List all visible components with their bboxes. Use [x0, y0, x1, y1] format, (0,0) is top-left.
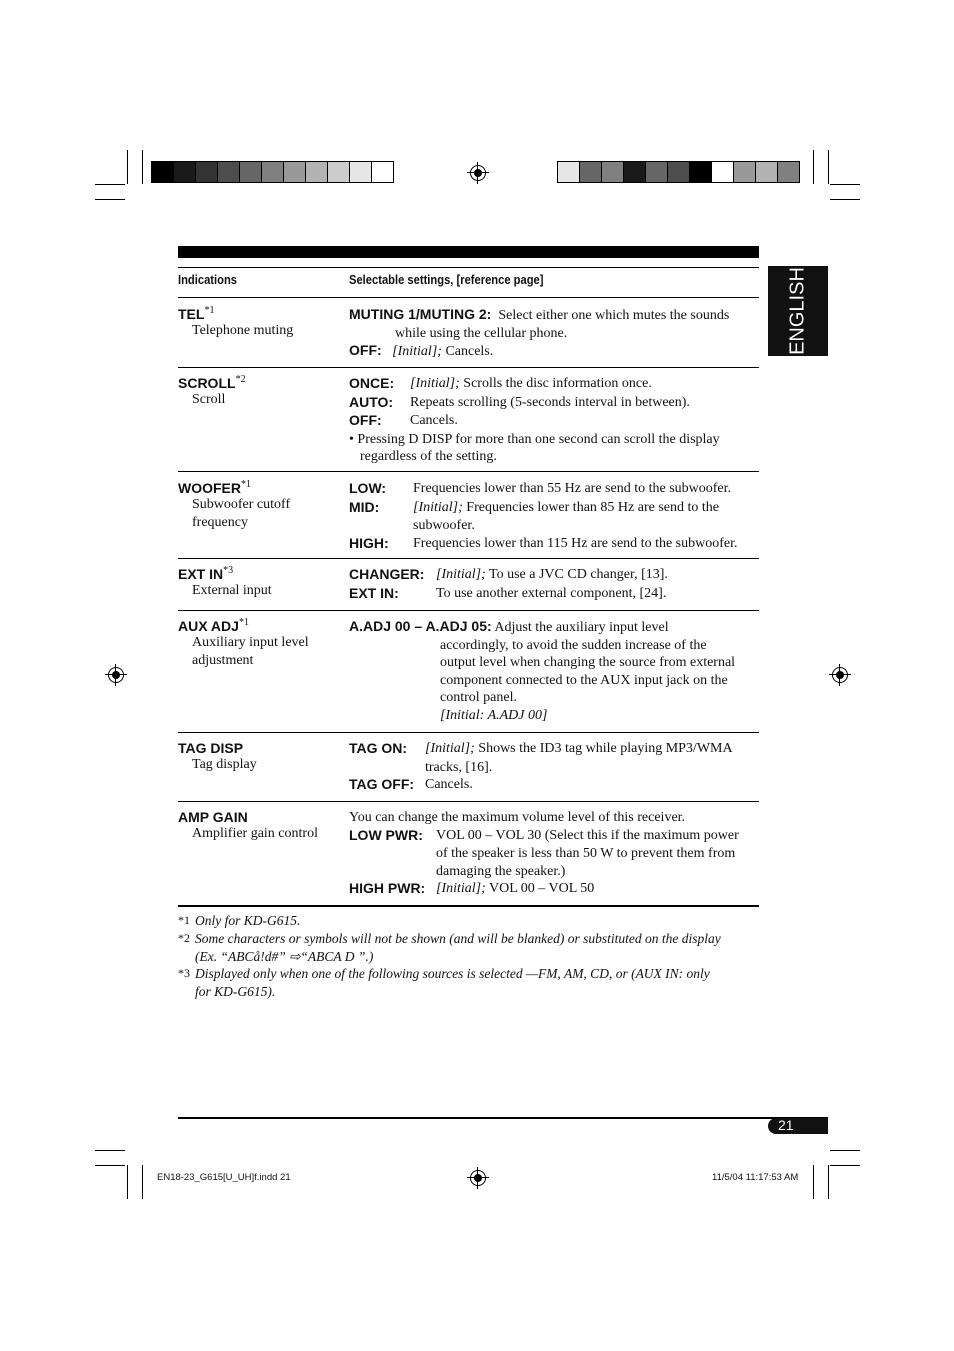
setting-description: adjustment	[192, 653, 254, 668]
option-text: component connected to the AUX input jack on the	[440, 672, 728, 688]
divider	[178, 610, 759, 611]
footer-rule	[178, 1117, 828, 1119]
option-key: AUTO:	[349, 393, 394, 410]
crop-mark	[127, 150, 128, 184]
option-text: Frequencies lower than 115 Hz are send to the subwoofer.	[413, 535, 738, 551]
footnote-mark: *2	[235, 374, 246, 385]
setting-description: Amplifier gain control	[192, 826, 318, 841]
option-text: while using the cellular phone.	[395, 325, 568, 341]
option-text: Frequencies lower than 85 Hz are send to the	[466, 499, 719, 515]
crop-mark	[127, 1165, 128, 1199]
color-swatch	[623, 161, 646, 183]
color-swatch	[689, 161, 712, 183]
option-key: TAG OFF:	[349, 776, 415, 793]
crop-mark	[142, 150, 143, 184]
option-text: Repeats scrolling (5-seconds interval in between).	[410, 394, 690, 410]
crop-mark	[830, 184, 860, 185]
footnote-text: (Ex. “ABCå!d#” ⇨“ABCA D ”.)	[195, 948, 374, 964]
option-text: Adjust the auxiliary input level	[494, 620, 669, 635]
option-key: MUTING 1/MUTING 2:	[349, 306, 492, 322]
option-text: accordingly, to avoid the sudden increase of the	[440, 637, 707, 653]
color-swatch	[349, 161, 372, 183]
registration-mark-bottom	[470, 1170, 486, 1186]
setting-name: EXT IN	[178, 566, 224, 582]
setting-description: Auxiliary input level	[192, 635, 309, 650]
setting-name: TAG DISP	[178, 740, 244, 756]
crop-mark	[830, 1165, 860, 1166]
option-key: CHANGER:	[349, 566, 425, 582]
footnote-mark: *3	[178, 966, 190, 980]
initial-marker: [Initial];	[436, 881, 486, 897]
color-swatch	[217, 161, 240, 183]
crop-mark	[95, 1150, 125, 1151]
color-swatch	[601, 161, 624, 183]
crop-mark	[813, 1165, 814, 1199]
crop-mark	[828, 150, 829, 184]
option-key: HIGH PWR:	[349, 880, 426, 897]
option-text: Scrolls the disc information once.	[463, 376, 652, 391]
setting-description: frequency	[192, 515, 248, 530]
column-header-settings: Selectable settings, [reference page]	[349, 272, 544, 287]
crop-mark	[830, 199, 860, 200]
footnote-mark: *1	[238, 617, 249, 628]
option-text: Cancels.	[425, 777, 473, 793]
option-text: To use another external component, [24].	[436, 585, 667, 601]
crop-mark	[95, 184, 125, 185]
initial-marker: [Initial];	[392, 344, 442, 360]
option-text: of the speaker is less than 50 W to prevent them from	[436, 846, 736, 862]
setting-description: Subwoofer cutoff	[192, 497, 291, 512]
initial-marker: [Initial];	[410, 376, 460, 391]
divider	[178, 297, 759, 298]
footnote-mark: *2	[178, 931, 190, 945]
registration-mark-left	[108, 667, 124, 683]
color-swatch	[371, 161, 394, 183]
crop-mark	[95, 199, 125, 200]
color-swatch	[305, 161, 328, 183]
title-bar	[178, 246, 759, 258]
initial-marker: [Initial];	[413, 499, 463, 515]
initial-marker: [Initial];	[425, 741, 475, 756]
option-text: Frequencies lower than 55 Hz are send to the subwoofer.	[413, 481, 732, 496]
footnote-text: for KD-G615).	[195, 983, 276, 999]
option-text: Cancels.	[410, 413, 458, 429]
crop-mark	[142, 1165, 143, 1199]
color-swatch	[557, 161, 580, 183]
initial-marker: [Initial: A.ADJ 00]	[440, 707, 548, 723]
language-tab	[768, 266, 828, 356]
setting-name: SCROLL	[178, 375, 236, 391]
color-swatch	[195, 161, 218, 183]
crop-mark	[828, 1165, 829, 1199]
divider	[178, 267, 759, 268]
option-text: control panel.	[440, 690, 517, 706]
footnote-mark: *1	[204, 305, 215, 316]
initial-marker: [Initial];	[436, 567, 486, 582]
color-swatch	[151, 161, 174, 183]
page-number: 21	[778, 1117, 794, 1133]
setting-name: AUX ADJ	[178, 618, 239, 634]
option-text: To use a JVC CD changer, [13].	[489, 567, 668, 582]
setting-name: WOOFER	[178, 480, 241, 496]
option-text: Select either one which mutes the sounds	[498, 308, 730, 323]
color-swatch	[327, 161, 350, 183]
option-key: OFF:	[349, 412, 382, 429]
crop-mark	[830, 1150, 860, 1151]
crop-mark	[95, 1165, 125, 1166]
divider	[178, 732, 759, 733]
color-swatch	[261, 161, 284, 183]
bullet-note: regardless of the setting.	[360, 449, 497, 465]
option-text: output level when changing the source from external	[440, 655, 736, 671]
option-key: EXT IN:	[349, 584, 399, 601]
page-number-tab	[768, 1118, 828, 1134]
slug-date: 11/5/04 11:17:53 AM	[712, 1172, 799, 1183]
option-key: HIGH:	[349, 534, 389, 551]
option-key: A.ADJ 00 – A.ADJ 05:	[349, 618, 492, 634]
option-text: subwoofer.	[413, 518, 475, 534]
color-swatch	[645, 161, 668, 183]
table-bottom-rule	[178, 905, 759, 907]
divider	[178, 801, 759, 802]
registration-mark-top	[470, 165, 486, 181]
option-text: tracks, [16].	[425, 759, 493, 775]
setting-name: TEL	[178, 306, 205, 322]
slug-file: EN18-23_G615[U_UH]f.indd 21	[157, 1172, 291, 1183]
language-tab-label: ENGLISH	[786, 267, 809, 355]
option-key: OFF:	[349, 342, 382, 359]
footnote-mark: *1	[178, 913, 190, 927]
setting-description: Telephone muting	[192, 323, 294, 338]
registration-mark-right	[832, 667, 848, 683]
color-swatch	[239, 161, 262, 183]
option-text: VOL 00 – VOL 30 (Select this if the maximum power	[436, 827, 739, 843]
setting-description: External input	[192, 583, 272, 598]
option-key: LOW PWR:	[349, 826, 423, 843]
option-key: MID:	[349, 498, 380, 515]
crop-mark	[813, 150, 814, 184]
divider	[178, 471, 759, 472]
setting-name: AMP GAIN	[178, 809, 248, 825]
option-key: ONCE:	[349, 375, 395, 391]
setting-description: Tag display	[192, 757, 257, 772]
color-swatch	[667, 161, 690, 183]
divider	[178, 367, 759, 368]
bullet-note: • Pressing D DISP for more than one second can scroll the display	[349, 431, 720, 447]
footnote-text: Only for KD-G615.	[195, 913, 301, 928]
option-text: VOL 00 – VOL 50	[489, 881, 595, 897]
option-key: LOW:	[349, 480, 387, 496]
footnote-text: Some characters or symbols will not be shown (and will be blanked) or substituted on the display	[195, 931, 721, 946]
option-text: Shows the ID3 tag while playing MP3/WMA	[478, 741, 733, 756]
color-swatch	[711, 161, 734, 183]
color-swatch	[283, 161, 306, 183]
footnote-text: Displayed only when one of the following sources is selected —FM, AM, CD, or (AUX IN: only	[195, 966, 710, 981]
setting-intro: You can change the maximum volume level of this receiver.	[349, 810, 686, 825]
color-swatch	[733, 161, 756, 183]
footnote-mark: *1	[241, 479, 251, 490]
option-key: TAG ON:	[349, 740, 408, 756]
option-text: damaging the speaker.)	[436, 863, 566, 879]
divider	[178, 558, 759, 559]
column-header-indications: Indications	[178, 272, 238, 287]
color-swatch	[579, 161, 602, 183]
color-swatch	[173, 161, 196, 183]
footnote-mark: *3	[223, 565, 234, 576]
color-swatch	[755, 161, 778, 183]
color-swatch	[777, 161, 800, 183]
option-text: Cancels.	[445, 344, 494, 360]
setting-description: Scroll	[192, 392, 226, 407]
